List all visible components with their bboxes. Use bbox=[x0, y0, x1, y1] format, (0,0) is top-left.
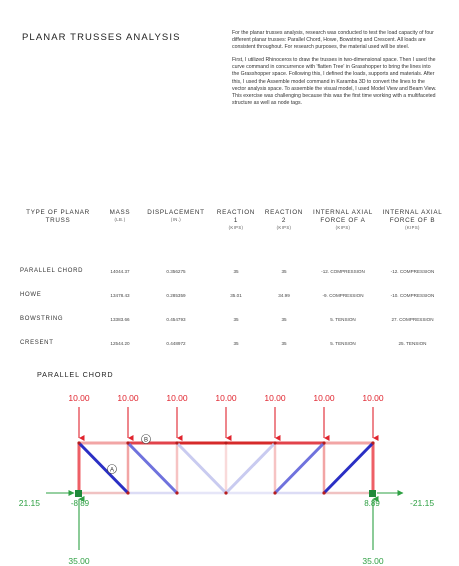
diagonal-member bbox=[324, 443, 373, 493]
node bbox=[322, 491, 325, 494]
diagonal-member bbox=[177, 443, 226, 493]
cell-force-b: 27. COMPRESSION bbox=[391, 316, 434, 322]
cell-force-b: -12. COMPRESSION bbox=[390, 268, 435, 274]
support-right bbox=[369, 490, 376, 497]
diagonal-member bbox=[275, 443, 324, 493]
header-mass: MASS (LB.) bbox=[109, 209, 131, 222]
cell-mass: 13478.43 bbox=[110, 292, 130, 298]
cell-reaction-2: 35 bbox=[281, 316, 287, 322]
support-label: -8.89 bbox=[70, 499, 90, 508]
cell-mass: 12544.20 bbox=[110, 340, 130, 346]
cell-reaction-2: 34.99 bbox=[278, 292, 290, 298]
member-tag-a bbox=[108, 465, 117, 474]
load-label: 10.00 bbox=[117, 393, 139, 403]
cell-name: HOWE bbox=[20, 292, 42, 298]
table-row bbox=[16, 259, 447, 283]
cell-reaction-2: 35 bbox=[281, 340, 287, 346]
node bbox=[175, 491, 178, 494]
horizontal-reaction-label: 21.15 bbox=[18, 498, 40, 508]
header-displacement: DISPLACEMENT (IN.) bbox=[147, 209, 205, 222]
node bbox=[175, 441, 178, 444]
node bbox=[322, 441, 325, 444]
node bbox=[224, 441, 227, 444]
member-tag-b-label: B bbox=[143, 437, 149, 444]
load-label: 10.00 bbox=[166, 393, 188, 403]
node bbox=[371, 441, 374, 444]
member-tag-b bbox=[142, 435, 151, 444]
load-label: 10.00 bbox=[68, 393, 90, 403]
cell-name: BOWSTRING bbox=[20, 316, 64, 322]
diagonal-member bbox=[79, 443, 128, 493]
cell-reaction-1: 35 bbox=[233, 340, 239, 346]
cell-force-a: -9. COMPRESSION bbox=[322, 292, 364, 298]
cell-name: CRESENT bbox=[20, 340, 54, 346]
intro-text bbox=[232, 30, 437, 113]
support-left bbox=[75, 490, 82, 497]
header-truss-type: TYPE OF PLANAR TRUSS bbox=[26, 209, 90, 224]
table-row bbox=[16, 307, 447, 331]
load-label: 10.00 bbox=[215, 393, 237, 403]
intro-paragraph-2: First, I utilized Rhinoceros to draw the trusses in two-dimensional space. Then I used the curve command in concurrence with 'flatten Tree' in Grasshopper to bring the lines into the Grasshopper space. Following this, I defined the loads, supports and materials. After this, I used the Assemble model command in Karamba 3D to convert the lines to the vector analysis space. To assemble the visual model, I used Model View and Beam View. This exercise was challenging because this was the first time working with a multifaceted structure as well as node tags. bbox=[232, 57, 437, 106]
node bbox=[126, 491, 129, 494]
vertical-reaction-label: 35.00 bbox=[362, 556, 384, 566]
member-tag-a-label: A bbox=[109, 467, 115, 474]
cell-reaction-1: 35 bbox=[233, 268, 239, 274]
cell-reaction-1: 35.01 bbox=[230, 292, 242, 298]
load-arrows bbox=[79, 407, 373, 438]
cell-displacement: 0.356275 bbox=[166, 268, 186, 274]
cell-force-b: 25. TENSION bbox=[398, 340, 427, 346]
truss-members bbox=[79, 443, 373, 493]
table-header-row bbox=[16, 209, 447, 259]
cell-reaction-2: 35 bbox=[281, 268, 287, 274]
truss-diagram bbox=[0, 380, 459, 566]
support-labels bbox=[71, 499, 380, 508]
cell-force-a: -12. COMPRESSION bbox=[321, 268, 365, 274]
header-force-b: INTERNAL AXIAL FORCE OF B (KIPS) bbox=[382, 209, 443, 230]
cell-displacement: 0.448972 bbox=[166, 340, 186, 346]
node bbox=[224, 491, 227, 494]
reaction-labels bbox=[19, 498, 435, 566]
results-table bbox=[16, 209, 447, 355]
node bbox=[77, 441, 80, 444]
header-reaction-2: REACTION 2 (KIPS) bbox=[264, 209, 304, 230]
table-row bbox=[16, 283, 447, 307]
load-label: 10.00 bbox=[264, 393, 286, 403]
header-force-a: INTERNAL AXIAL FORCE OF A (KIPS) bbox=[313, 209, 373, 230]
load-labels bbox=[68, 393, 384, 403]
cell-force-b: -10. COMPRESSION bbox=[390, 292, 435, 298]
support-label: 8.89 bbox=[364, 499, 380, 508]
page-title: PLANAR TRUSSES ANALYSIS bbox=[22, 32, 181, 43]
cell-displacement: 0.454793 bbox=[166, 316, 186, 322]
cell-mass: 14044.37 bbox=[110, 268, 130, 274]
load-label: 10.00 bbox=[362, 393, 384, 403]
table-row bbox=[16, 331, 447, 355]
node bbox=[273, 491, 276, 494]
load-label: 10.00 bbox=[313, 393, 335, 403]
cell-mass: 13383.66 bbox=[110, 316, 130, 322]
node bbox=[126, 441, 129, 444]
cell-force-a: 5. TENSION bbox=[330, 316, 356, 322]
cell-force-a: 5. TENSION bbox=[330, 340, 356, 346]
header-reaction-1: REACTION 1 (KIPS) bbox=[216, 209, 256, 230]
horizontal-reaction-label: -21.15 bbox=[410, 498, 435, 508]
cell-name: PARALLEL CHORD bbox=[20, 268, 84, 274]
diagram-title: PARALLEL CHORD bbox=[37, 370, 114, 379]
intro-paragraph-1: For the planar trusses analysis, research was conducted to test the load capacity of four different planar trusses: Parallel Chord, Howe, Bowstring and Crescent. All loads are consistent throughout. For research purposes, the material used will be steel. bbox=[232, 30, 434, 51]
node bbox=[273, 441, 276, 444]
diagonal-member bbox=[226, 443, 275, 493]
diagonal-member bbox=[128, 443, 177, 493]
vertical-reaction-label: 35.00 bbox=[68, 556, 90, 566]
cell-reaction-1: 35 bbox=[233, 316, 239, 322]
cell-displacement: 0.285359 bbox=[166, 292, 186, 298]
